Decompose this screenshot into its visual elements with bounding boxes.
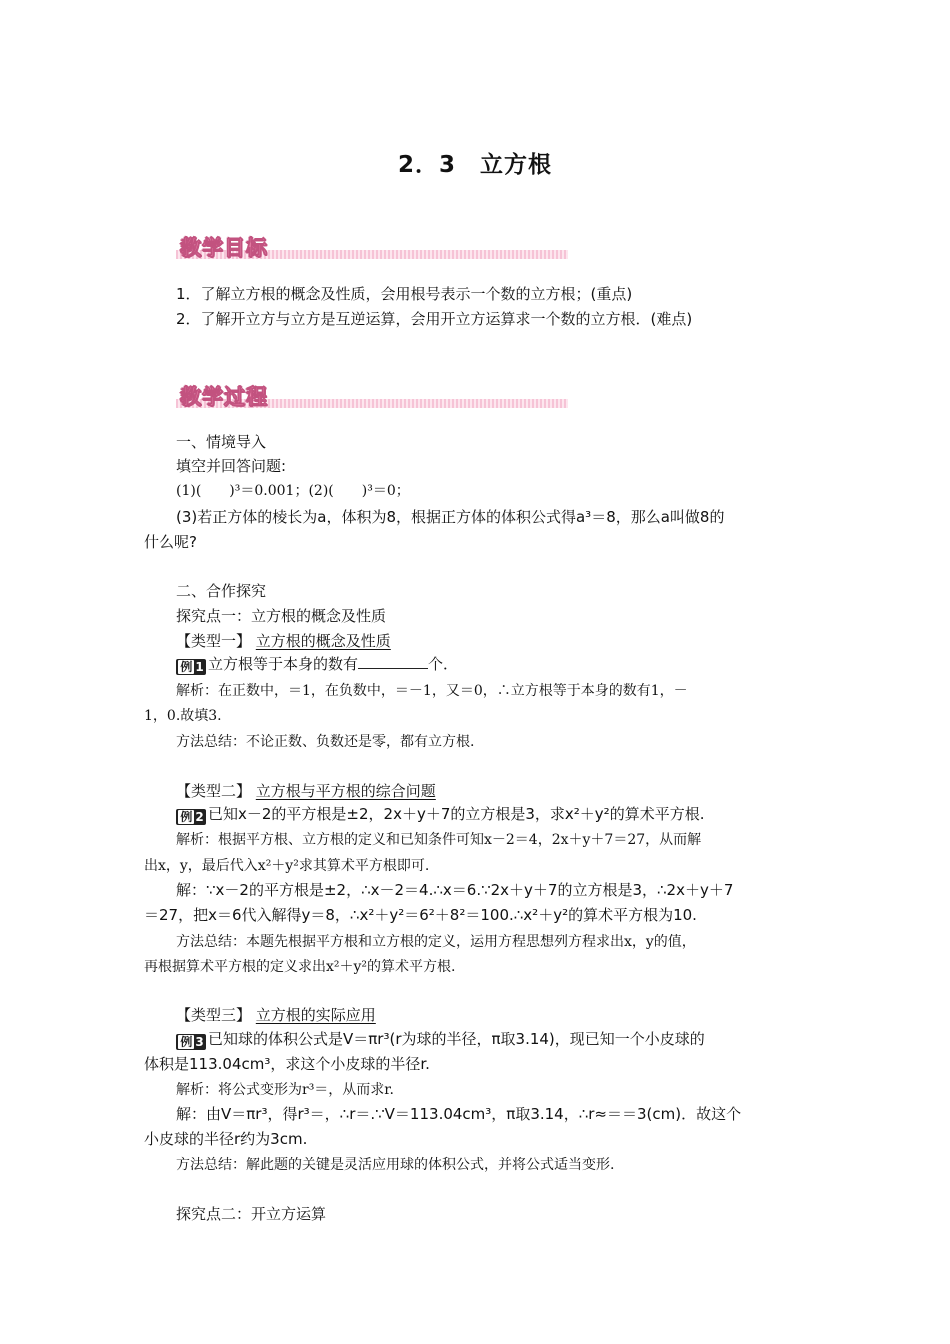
goal-item-2: 2．了解开立方与立方是互逆运算，会用开立方运算求一个数的立方根．(难点) [176, 310, 693, 328]
example-1 [176, 653, 810, 675]
intro-question-3-line1: (3)若正方体的棱长为a，体积为8，根据正方体的体积公式得a³＝8，那么a叫做8的 [176, 508, 725, 526]
intro-question-3-line2: 什么呢? [144, 533, 197, 551]
type-3-title: 立方根的实际应用 [255, 1006, 376, 1024]
example-badge-2 [176, 809, 206, 825]
type-1-heading [176, 630, 810, 652]
type-2-title: 立方根与平方根的综合问题 [255, 782, 436, 800]
example-badge-label: 例 [180, 660, 193, 674]
example-badge-number: 1 [195, 660, 204, 674]
explore-point-1: 探究点一：立方根的概念及性质 [176, 607, 387, 625]
goal-item-1: 1．了解立方根的概念及性质，会用根号表示一个数的立方根；(重点) [176, 285, 633, 303]
example-badge-3 [176, 1034, 206, 1050]
example-2 [176, 803, 810, 825]
intro-prompt: 填空并回答问题: [176, 457, 287, 475]
page-title: 2．3 立方根 [397, 152, 552, 178]
example-badge-label: 例 [180, 1035, 193, 1049]
type-3-heading [176, 1004, 810, 1026]
example-2-analysis-line1: 解析：根据平方根、立方根的定义和已知条件可知x－2＝4，2x＋y＋7＝27，从而解 [176, 832, 702, 848]
answer-blank [358, 653, 428, 669]
process-banner [176, 381, 568, 411]
example-1-text-b: 个． [428, 655, 459, 673]
goals-banner [176, 232, 568, 262]
example-2-text: 已知x－2的平方根是±2，2x＋y＋7的立方根是3，求x²＋y²的算术平方根. [208, 805, 705, 823]
type-2-tag: 【类型二】 [176, 782, 252, 800]
example-3-summary: 方法总结：解此题的关键是灵活应用球的体积公式，并将公式适当变形. [176, 1157, 615, 1173]
example-3-line1 [176, 1028, 810, 1050]
intro-heading: 一、情境导入 [176, 433, 267, 451]
example-badge-label: 例 [180, 810, 193, 824]
type-1-tag: 【类型一】 [176, 632, 252, 650]
example-1-summary: 方法总结：不论正数、负数还是零，都有立方根. [176, 734, 475, 750]
type-2-heading [176, 780, 810, 802]
type-1-title: 立方根的概念及性质 [255, 632, 391, 650]
example-badge-number: 2 [195, 810, 204, 824]
example-2-analysis-line2: 出x，y，最后代入x²＋y²求其算术平方根即可. [144, 858, 430, 874]
example-2-summary-line1: 方法总结：本题先根据平方根和立方根的定义，运用方程思想列方程求出x，y的值， [176, 934, 696, 950]
example-3-text-line2: 体积是113.04cm³，求这个小皮球的半径r. [144, 1055, 430, 1073]
process-banner-label: 教学过程 [180, 385, 268, 409]
example-3-text-line1: 已知球的体积公式是V＝πr³(r为球的半径，π取3.14)，现已知一个小皮球的 [208, 1030, 705, 1048]
goals-banner-label: 教学目标 [180, 236, 268, 260]
example-3-analysis: 解析：将公式变形为r³＝，从而求r. [176, 1082, 394, 1098]
type-3-tag: 【类型三】 [176, 1006, 252, 1024]
example-2-summary-line2: 再根据算术平方根的定义求出x²＋y²的算术平方根. [144, 959, 456, 975]
example-1-analysis-line2: 1，0.故填3. [144, 708, 222, 724]
example-2-solution-line2: ＝27，把x＝6代入解得y＝8，∴x²＋y²＝6²＋8²＝100.∴x²＋y²的算术平方根为10. [144, 906, 697, 924]
explore-heading: 二、合作探究 [176, 582, 267, 600]
example-badge-number: 3 [195, 1035, 204, 1049]
example-3-solution-line1: 解：由V＝πr³，得r³＝，∴r＝.∵V＝113.04cm³，π取3.14，∴r≈＝＝3(cm)．故这个 [176, 1105, 742, 1123]
explore-point-2: 探究点二：开立方运算 [176, 1205, 327, 1223]
example-2-solution-line1: 解：∵x－2的平方根是±2，∴x－2＝4.∴x＝6.∵2x＋y＋7的立方根是3，∴2x＋y＋7 [176, 881, 734, 899]
example-1-analysis-line1: 解析：在正数中，＝1，在负数中，＝－1，又＝0，∴立方根等于本身的数有1，－ [176, 683, 688, 699]
intro-question-1-2: (1)( )³＝0.001；(2)( )³＝0； [176, 483, 410, 499]
example-badge-1 [176, 659, 206, 675]
example-1-text-a: 立方根等于本身的数有 [208, 655, 359, 673]
example-3-solution-line2: 小皮球的半径r约为3cm. [144, 1130, 308, 1148]
